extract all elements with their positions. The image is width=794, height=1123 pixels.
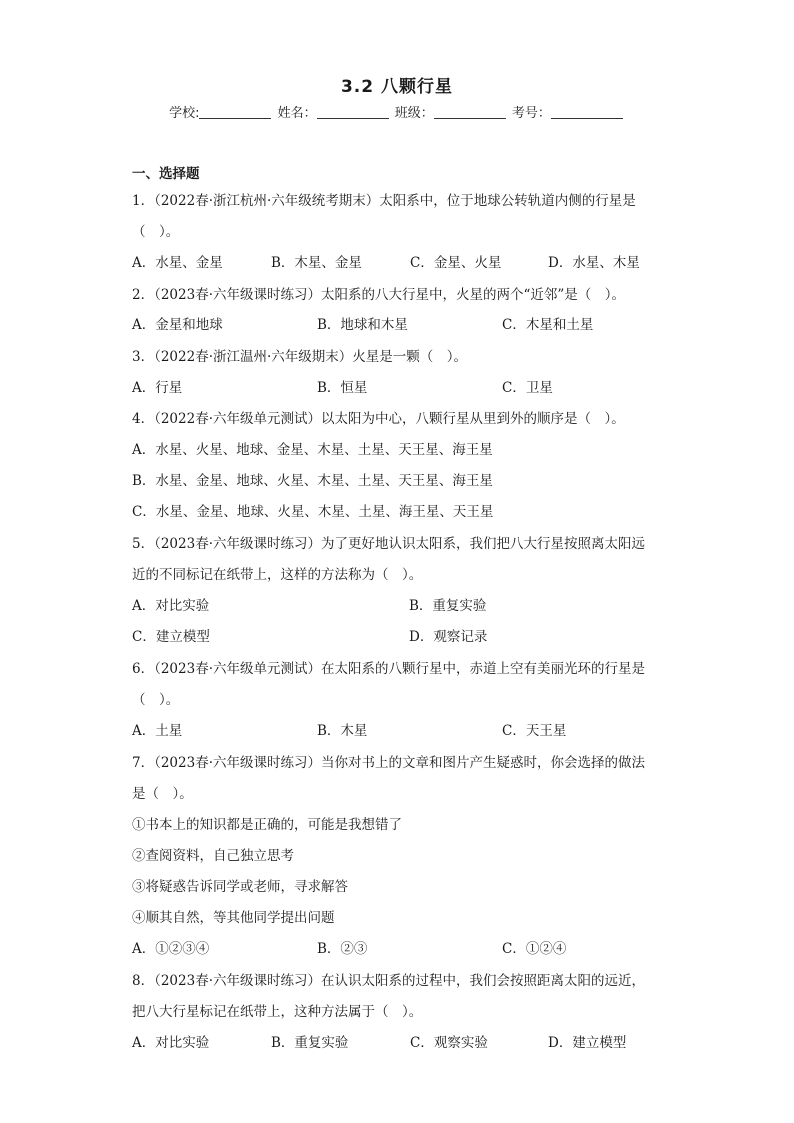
question-1-option-a[interactable]: A．水星、金星: [132, 255, 223, 271]
question-1-option-c[interactable]: C．金星、火星: [410, 255, 502, 271]
question-4-option-a[interactable]: A．水星、火星、地球、金星、木星、土星、天王星、海王星: [132, 442, 493, 458]
question-4-option-b[interactable]: B．水星、金星、地球、火星、木星、土星、天王星、海王星: [132, 473, 493, 489]
question-3-option-a[interactable]: A．行星: [132, 380, 183, 396]
question-7-stem: 7．（2023春·六年级课时练习）当你对书上的文章和图片产生疑惑时，你会选择的做法: [132, 755, 645, 771]
question-5-option-c[interactable]: C．建立模型: [132, 629, 210, 645]
question-7-statement-3: ③将疑惑告诉同学或老师，寻求解答: [132, 879, 348, 895]
question-2-option-a[interactable]: A．金星和地球: [132, 317, 223, 333]
student-info-row: [0, 102, 794, 121]
school-blank[interactable]: [199, 105, 271, 119]
question-7-statement-4: ④顺其自然，等其他同学提出问题: [132, 910, 335, 926]
exam-number-label: 考号：: [511, 106, 551, 121]
question-5-option-d[interactable]: D．观察记录: [409, 629, 488, 645]
question-6-option-b[interactable]: B．木星: [317, 723, 368, 739]
question-2-option-c[interactable]: C．木星和土星: [502, 317, 594, 333]
exam-number-blank[interactable]: [551, 105, 623, 119]
question-8-option-b[interactable]: B．重复实验: [271, 1035, 349, 1051]
question-8-option-c[interactable]: C．观察实验: [410, 1035, 488, 1051]
question-7-option-c[interactable]: C．①②④: [502, 941, 567, 957]
question-6-option-a[interactable]: A．土星: [132, 723, 183, 739]
question-5-option-a[interactable]: A．对比实验: [132, 598, 210, 614]
question-4-stem: 4．（2022春·六年级单元测试）以太阳为中心，八颗行星从里到外的顺序是（ ）。: [132, 411, 625, 427]
question-2-option-b[interactable]: B．地球和木星: [317, 317, 408, 333]
question-7-option-a[interactable]: A．①②③④: [132, 941, 210, 957]
question-3-option-c[interactable]: C．卫星: [502, 380, 553, 396]
question-7-statement-2: ②查阅资料，自己独立思考: [132, 848, 294, 864]
question-1-stem: 1．（2022春·浙江杭州·六年级统考期末）太阳系中，位于地球公转轨道内侧的行星是: [132, 193, 636, 209]
question-1-option-b[interactable]: B．木星、金星: [271, 255, 362, 271]
name-label: 姓名：: [277, 106, 317, 121]
question-8-stem: 8．（2023春·六年级课时练习）在认识太阳系的过程中，我们会按照距离太阳的远近，: [132, 973, 645, 989]
question-8-option-d[interactable]: D．建立模型: [548, 1035, 627, 1051]
question-2-stem: 2．（2023春·六年级课时练习）太阳系的八大行星中，火星的两个“近邻”是（ ）。: [132, 287, 626, 303]
question-8-option-a[interactable]: A．对比实验: [132, 1035, 210, 1051]
question-1-stem-cont: （ ）。: [132, 224, 180, 240]
question-7-stem-cont: 是（ ）。: [132, 786, 193, 802]
question-7-statement-1: ①书本上的知识都是正确的，可能是我想错了: [132, 817, 402, 833]
question-5-stem: 5．（2023春·六年级课时练习）为了更好地认识太阳系，我们把八大行星按照离太阳远: [132, 536, 645, 552]
school-label: 学校:: [169, 106, 200, 121]
question-4-option-c[interactable]: C．水星、金星、地球、火星、木星、土星、海王星、天王星: [132, 504, 494, 520]
question-7-option-b[interactable]: B．②③: [317, 941, 368, 957]
class-blank[interactable]: [434, 105, 506, 119]
question-5-stem-cont: 近的不同标记在纸带上，这样的方法称为（ ）。: [132, 567, 423, 583]
question-6-option-c[interactable]: C．天王星: [502, 723, 567, 739]
question-6-stem-cont: （ ）。: [132, 692, 180, 708]
question-3-stem: 3．（2022春·浙江温州·六年级期末）火星是一颗（ ）。: [132, 349, 468, 365]
class-label: 班级：: [394, 106, 434, 121]
page-title: 3.2 八颗行星: [340, 77, 454, 97]
name-blank[interactable]: [317, 105, 389, 119]
section-title: 一、选择题: [132, 166, 200, 182]
question-1-option-d[interactable]: D．水星、木星: [548, 255, 640, 271]
question-3-option-b[interactable]: B．恒星: [317, 380, 368, 396]
question-8-stem-cont: 把八大行星标记在纸带上，这种方法属于（ ）。: [132, 1004, 423, 1020]
question-5-option-b[interactable]: B．重复实验: [409, 598, 487, 614]
question-6-stem: 6．（2023春·六年级单元测试）在太阳系的八颗行星中，赤道上空有美丽光环的行星是: [132, 661, 645, 677]
